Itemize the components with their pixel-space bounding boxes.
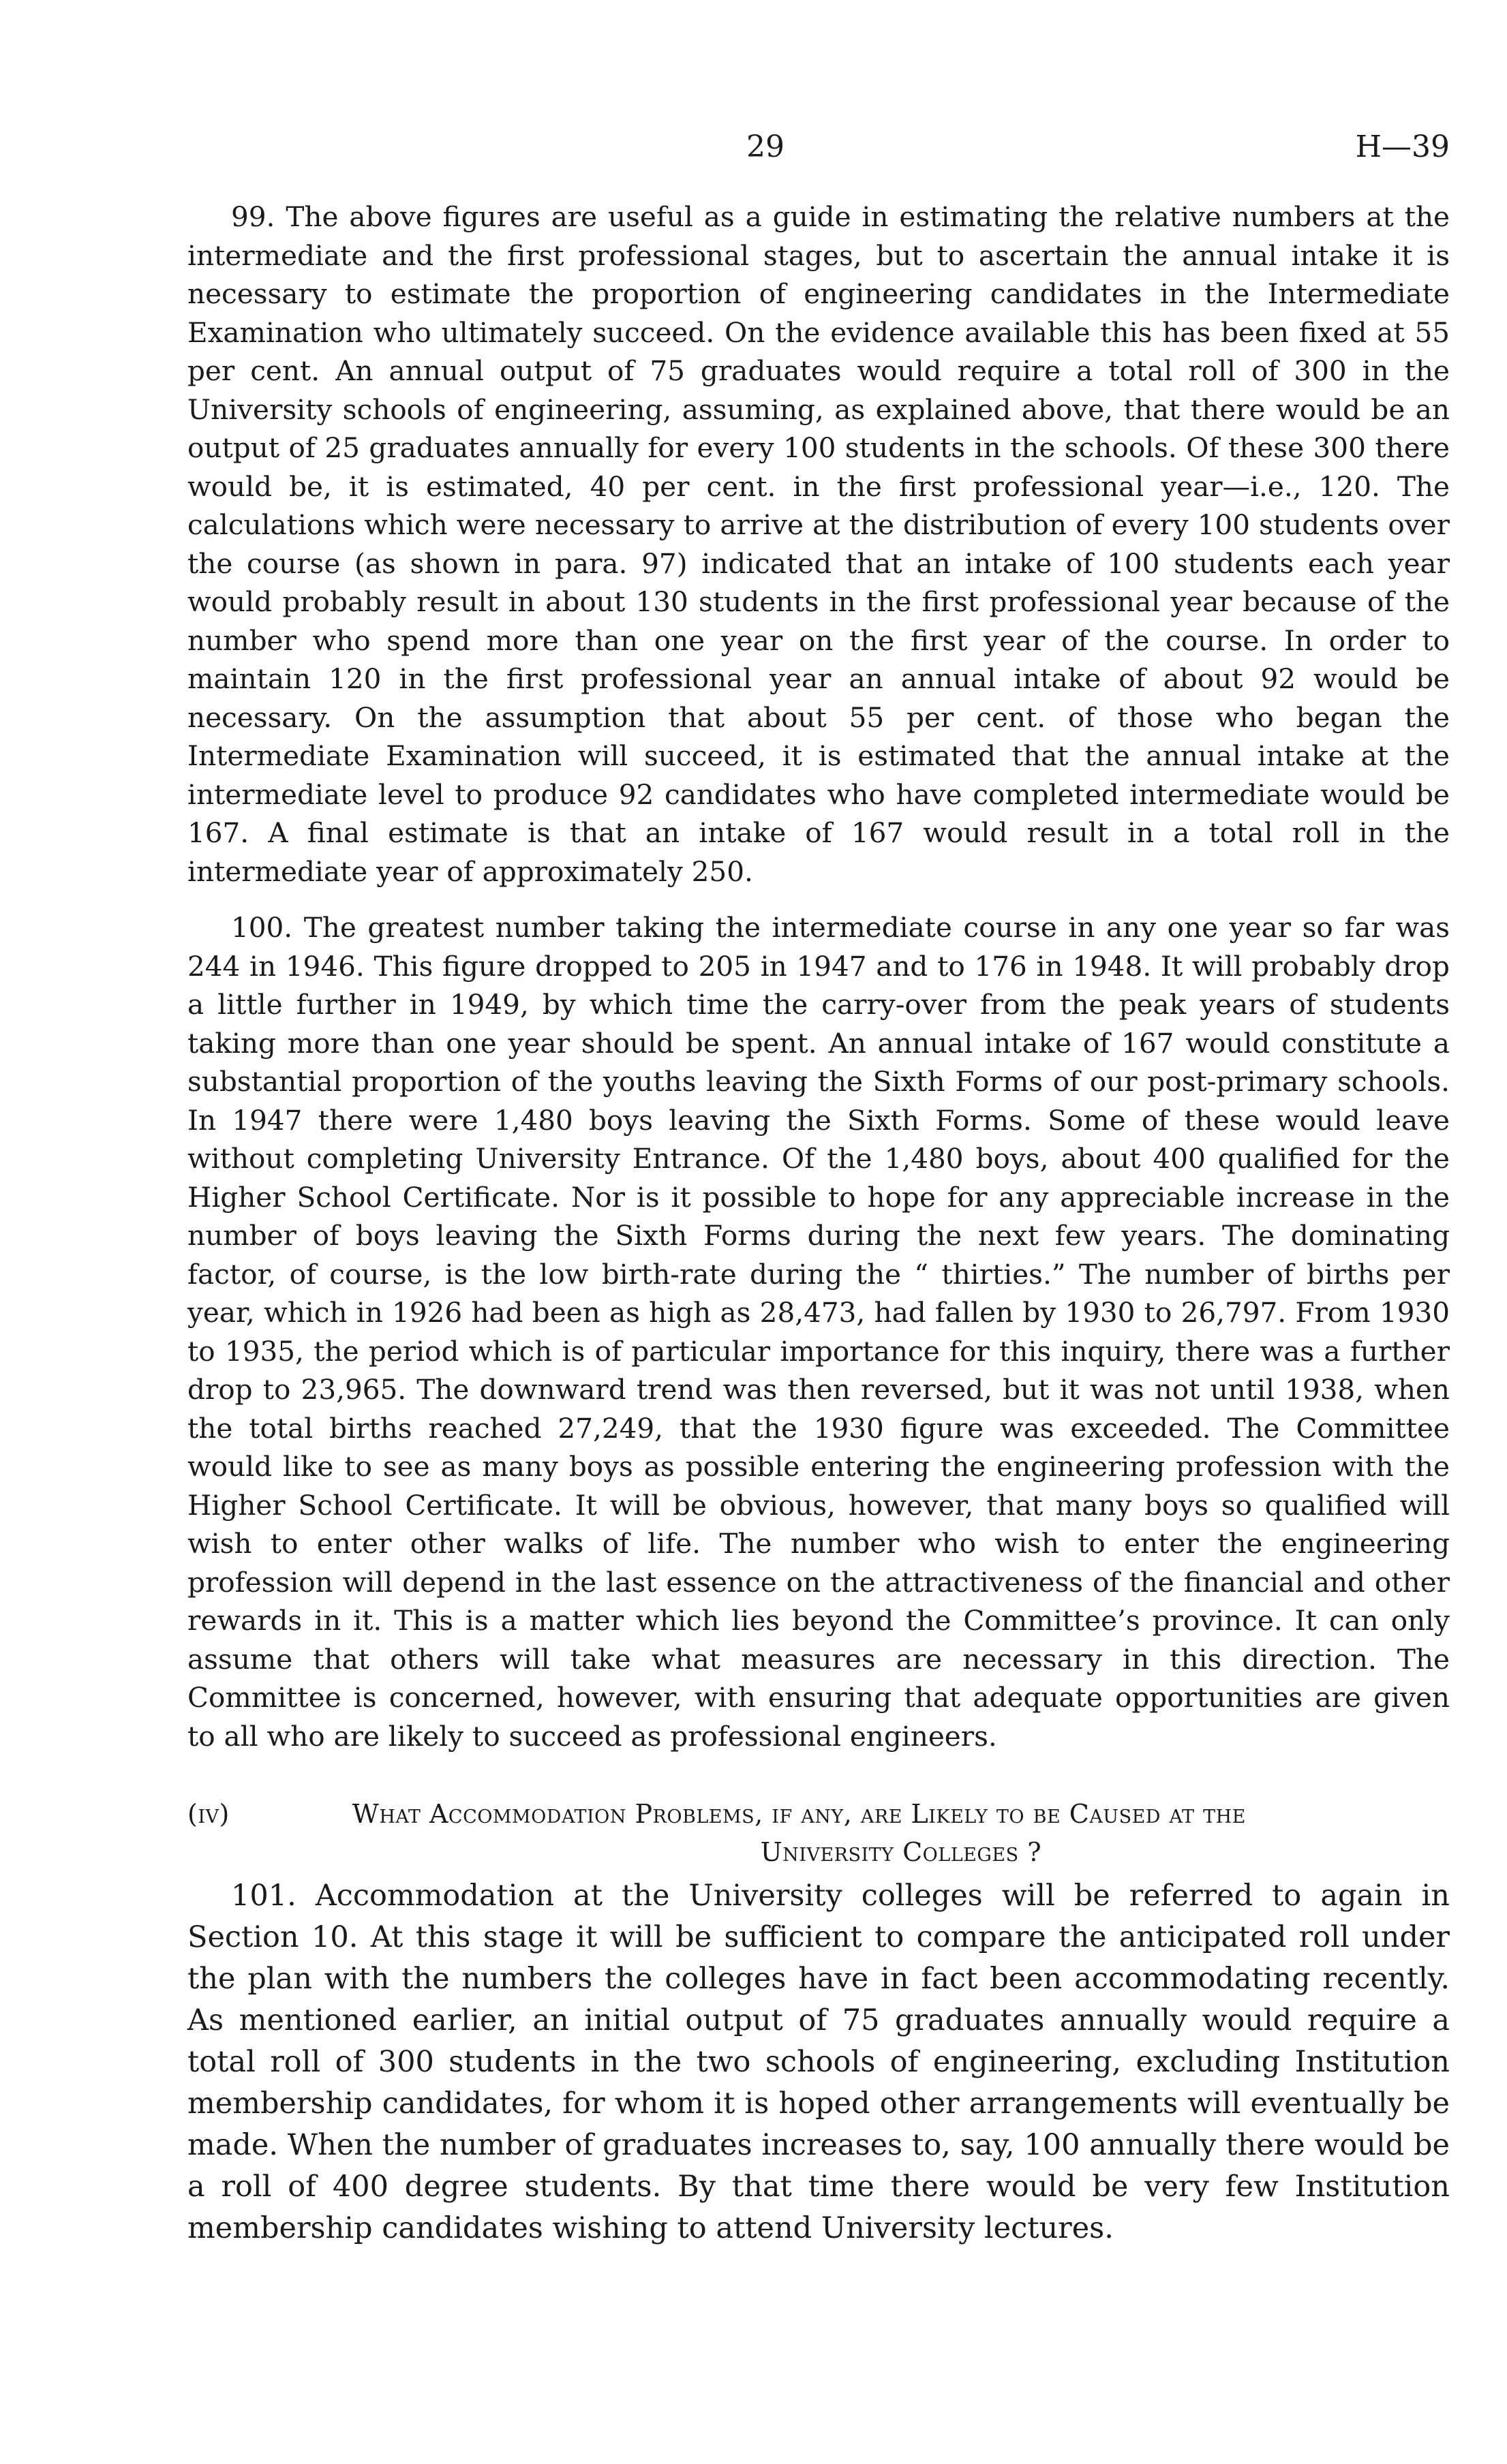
running-header — [187, 129, 1450, 184]
section-number: (iv) — [187, 1799, 230, 1829]
paragraph-number: 99. — [231, 200, 275, 233]
document-page — [187, 129, 1450, 2249]
paragraph-text: Accommodation at the University colleges will be referred to again in Section 10. At this stage it will be sufficient to compare the anticipated roll under the plan with the numbers the colleges have in fact been accommodating recently. As mentioned earlier, an initial output of 75 graduates annually would require a total roll of 300 students in the two schools of engineering, excluding Institution membership candidates, for whom it is hoped other arrangements will eventually be made. When the number of graduates increases to, say, 100 annually there would be a roll of 400 degree students. By that time there would be very few Institution membership candidates wishing to attend University lectures. — [187, 1879, 1450, 2245]
paragraph-100 — [187, 908, 1450, 1755]
paragraph-text: The above figures are useful as a guide in estimating the relative numbers at the intermediate and the first professional stages, but to ascertain the annual intake it is necessary to estimate the proportion of engineering candidates in the Intermediate Examination who ultimately succeed. On the evidence available this has been fixed at 55 per cent. An annual output of 75 graduates would require a total roll of 300 in the University schools of engineering, assuming, as explained above, that there would be an output of 25 graduates annually for every 100 students in the schools. Of these 300 there would be, it is estimated, 40 per cent. in the first professional year—i.e., 120. The calculations which were necessary to arrive at the distribution of every 100 students over the course (as shown in para. 97) indicated that an intake of 100 students each year would probably result in about 130 students in the first professional year because of the number who spend more than one year on the first year of the course. In order to maintain 120 in the first professional year an annual intake of about 92 would be necessary. On the assumption that about 55 per cent. of those who began the Intermediate Examination will succeed, it is estimated that the annual intake at the intermediate level to produce 92 candidates who have completed intermediate would be 167. A final estimate is that an intake of 167 would result in a total roll in the intermediate year of approximately 250. — [187, 200, 1450, 888]
paragraph-text: The greatest number taking the intermediate course in any one year so far was 244 in 1946. This figure dropped to 205 in 1947 and to 176 in 1948. It will probably drop a little further in 1949, by which time the carry-over from the peak years of students taking more than one year should be spent. An annual intake of 167 would constitute a substantial proportion of the youths leaving the Sixth Forms of our post-primary schools. In 1947 there were 1,480 boys leaving the Sixth Forms. Some of these would leave without completing University Entrance. Of the 1,480 boys, about 400 qualified for the Higher School Certificate. Nor is it possible to hope for any appreciable increase in the number of boys leaving the Sixth Forms during the next few years. The dominating factor, of course, is the low birth-rate during the “ thirties.” The number of births per year, which in 1926 had been as high as 28,473, had fallen by 1930 to 26,797. From 1930 to 1935, the period which is of particular importance for this inquiry, there was a further drop to 23,965. The downward trend was then reversed, but it was not until 1938, when the total births reached 27,249, that the 1930 figure was exceeded. The Committee would like to see as many boys as possible entering the engineering profession with the Higher School Certificate. It will be obvious, however, that many boys so qualified will wish to enter other walks of life. The number who wish to enter the engineering profession will depend in the last essence on the attractiveness of the financial and other rewards in it. This is a matter which lies beyond the Committee’s province. It can only assume that others will take what measures are necessary in this direction. The Committee is concerned, however, with ensuring that adequate opportunities are given to all who are likely to succeed as professional engineers. — [187, 911, 1450, 1753]
section-title-line-2: University Colleges ? — [760, 1837, 1042, 1867]
paragraph-101 — [187, 1875, 1450, 2249]
paragraph-number: 101. — [231, 1879, 296, 1913]
section-title-line-1: What Accommodation Problems, if any, are Likely to be Caused at the — [352, 1799, 1246, 1829]
page-number: 29 — [746, 129, 785, 164]
document-reference: H—39 — [1355, 129, 1450, 164]
paragraph-99 — [187, 198, 1450, 891]
paragraph-number: 100. — [231, 911, 293, 944]
section-heading — [187, 1795, 1450, 1871]
